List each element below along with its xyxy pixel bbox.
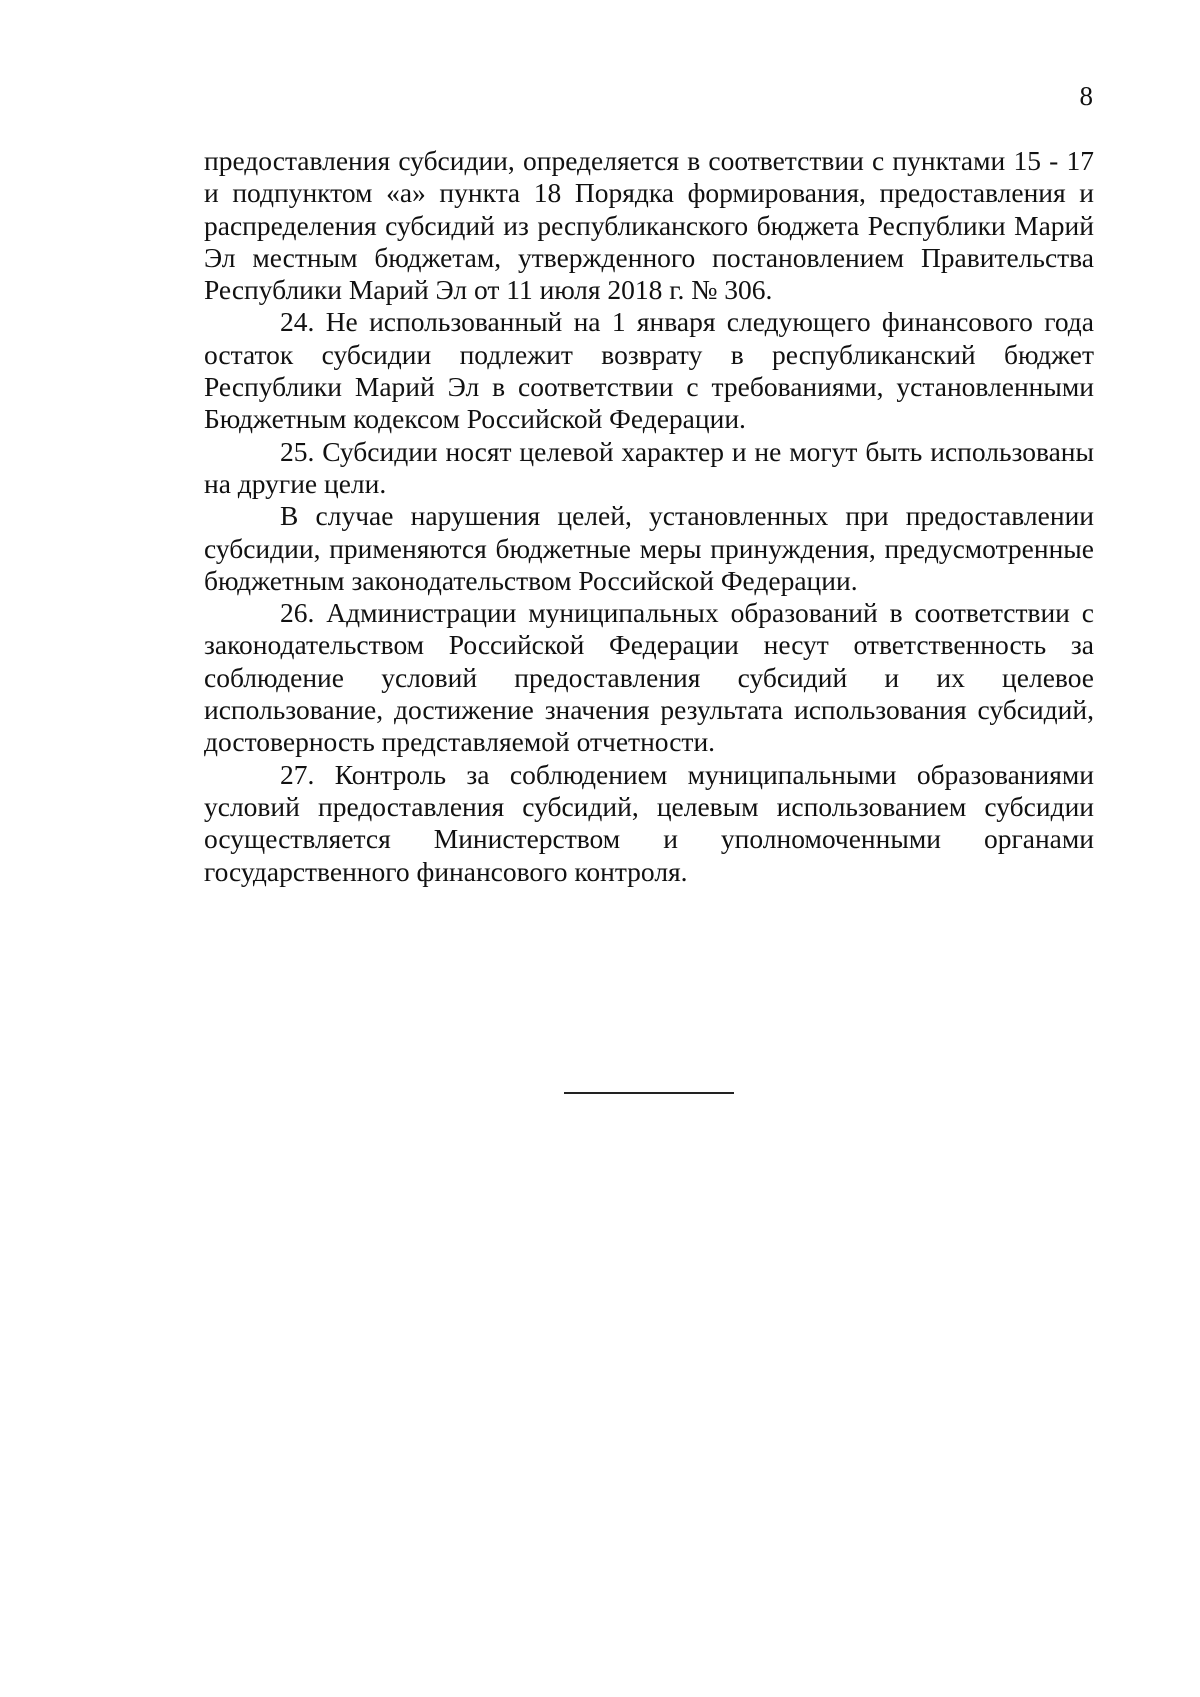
page-number: 8 <box>1079 81 1093 111</box>
end-of-document-rule <box>564 1092 734 1094</box>
paragraph-item-27: 27. Контроль за соблюдением муниципальными образованиями условий предоставления субсидий, целевым использованием субсидии осуществляется Министерством и уполномоченными органами государственного финансового контроля. <box>204 758 1094 887</box>
paragraph-item-25-violation: В случае нарушения целей, установленных при предоставлении субсидии, применяются бюджетные меры принуждения, предусмотренные бюджетным законодательством Российской Федерации. <box>204 500 1094 596</box>
paragraph-item-24: 24. Не использованный на 1 января следующего финансового года остаток субсидии подлежит возврату в республиканский бюджет Республики Марий Эл в соответствии с требованиями, установленными Бюджетным кодексом Российской Федерации. <box>204 306 1094 435</box>
paragraph-continuation: предоставления субсидии, определяется в соответствии с пунктами 15 - 17 и подпунктом «а» пункта 18 Порядка формирования, предоставления и распределения субсидий из республиканского бюджета Республики Марий Эл местным бюджетам, утвержденного постановлением Правительства Республики Марий Эл от 11 июля 2018 г. № 306. <box>204 145 1094 306</box>
paragraph-item-25: 25. Субсидии носят целевой характер и не могут быть использованы на другие цели. <box>204 435 1094 499</box>
paragraph-item-26: 26. Администрации муниципальных образований в соответствии с законодательством Российской Федерации несут ответственность за соблюдение условий предоставления субсидий и их целевое использование, достижение значения результата использования субсидий, достоверность представляемой отчетности. <box>204 597 1094 758</box>
document-body <box>204 145 1094 888</box>
